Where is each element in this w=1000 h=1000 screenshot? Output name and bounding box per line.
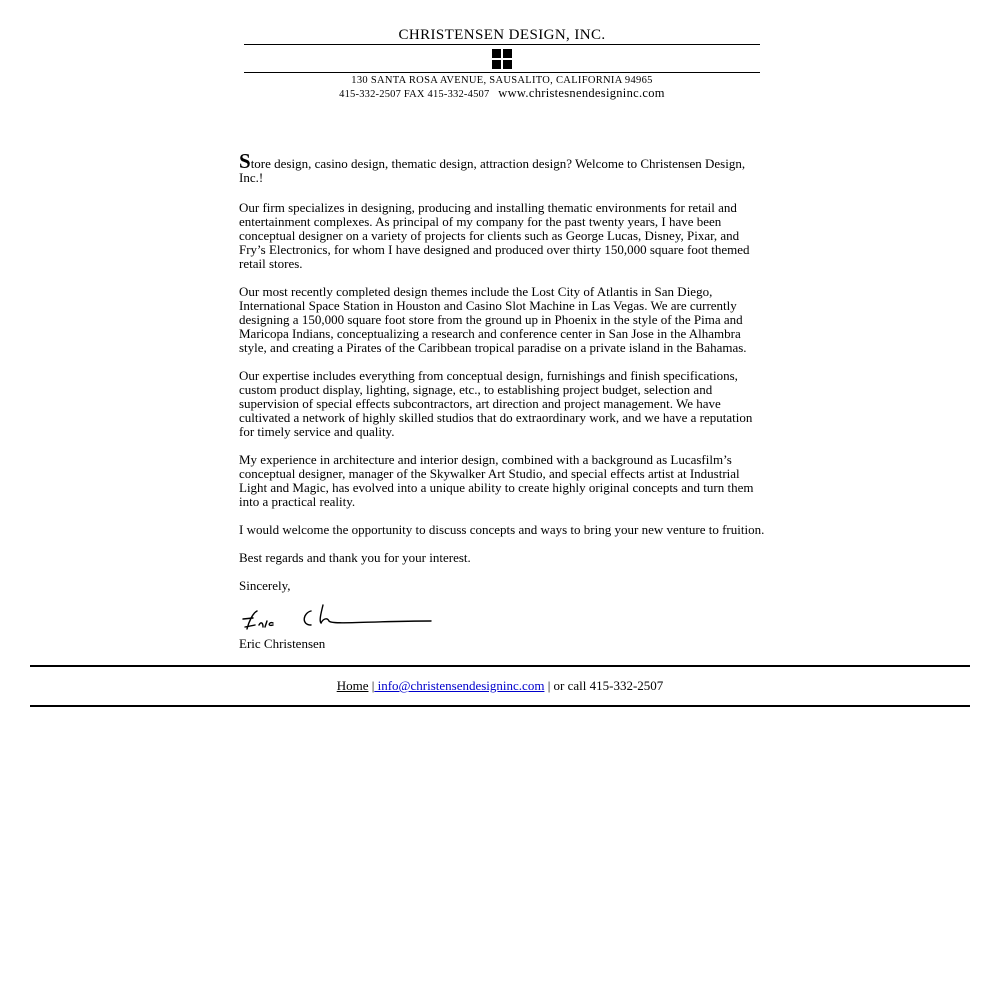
signer-name: Eric Christensen	[239, 636, 326, 651]
home-link[interactable]: Home	[336, 678, 369, 693]
closing: Sincerely,	[239, 578, 291, 593]
paragraph-projects: Our most recently completed design themes include the Lost City of Atlantis in San Diego, International Space Station in Houston and Casino Slot Machine in Las Vegas. We are currently designing a 150,000 square foot store from the ground up in Phoenix in the style of the Pima and Maricopa Indians, conceptualizing a research and conference center in San Jose in the Alhambra style, and creating a Pirates of the Caribbean tropical paradise on a private island in the Bahamas.	[239, 284, 747, 355]
letterhead	[244, 26, 760, 101]
paragraph-expertise: Our expertise includes everything from conceptual design, furnishings and finish specifications, custom product display, lighting, signage, etc., to establishing project budget, selection and supervision of special effects subcontractors, art direction and project management. We have cultivated a network of highly skilled studios that do extraordinary work, and we have a reputation for timely service and quality.	[239, 368, 753, 439]
company-address: 130 SANTA ROSA AVENUE, SAUSALITO, CALIFORNIA 94965	[351, 75, 653, 86]
intro-paragraph	[239, 149, 769, 185]
footer-bottom-rule	[30, 705, 970, 707]
paragraph-experience: My experience in architecture and interior design, combined with a background as Lucasfilm’s conceptual designer, manager of the Skywalker Art Studio, and special effects artist at Industrial Light and Magic, has evolved into a unique ability to create highly original concepts and turn them into a practical reality.	[239, 452, 754, 509]
call-text: | or call 415-332-2507	[544, 678, 664, 693]
phone-fax: 415-332-2507 FAX 415-332-4507	[339, 89, 490, 100]
company-logo-icon	[492, 49, 512, 69]
paragraph-welcome: I would welcome the opportunity to discuss concepts and ways to bring your new venture to fruition.	[239, 522, 765, 537]
letterhead-bottom-rule	[244, 72, 760, 73]
footer-top-rule	[30, 665, 970, 667]
company-name: CHRISTENSEN DESIGN, INC.	[398, 27, 606, 43]
paragraph-regards: Best regards and thank you for your interest.	[239, 550, 471, 565]
email-link[interactable]: info@christensendesigninc.com	[374, 678, 545, 693]
signature-image	[239, 601, 439, 637]
logo-row	[244, 45, 760, 72]
company-contact	[244, 87, 760, 101]
separator: |	[371, 678, 375, 693]
footer-nav	[0, 678, 1000, 694]
drop-cap: S	[239, 149, 251, 173]
paragraph-firm: Our firm specializes in designing, producing and installing thematic environments for retail and entertainment complexes. As principal of my company for the past twenty years, I have been conceptual designer on a variety of projects for clients such as George Lucas, Disney, Pixar, and Fry’s Electronics, for whom I have designed and produced over thirty 150,000 square foot themed retail stores.	[239, 200, 750, 271]
company-website: www.christesnendesigninc.com	[498, 86, 665, 100]
intro-text: tore design, casino design, thematic design, attraction design? Welcome to Christensen Design, Inc.!	[239, 156, 746, 185]
letter-body	[239, 149, 769, 651]
